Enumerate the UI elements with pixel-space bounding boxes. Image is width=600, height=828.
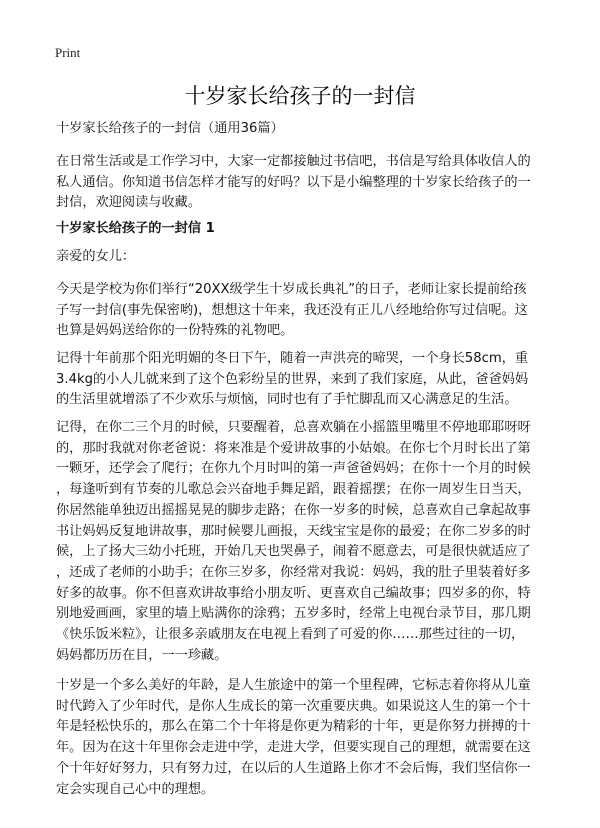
text-line: 十岁是一个多么美好的年龄，是人生旅途中的第一个里程碑，它标志着你将从儿童 — [56, 678, 531, 693]
text-line: 私人通信。你知道书信怎样才能写的好吗？以下是小编整理的十岁家长给孩子的一 — [56, 174, 531, 190]
text-line: 子写一封信(事先保密哟)，想想这十年来，我还没有正儿八经地给你写过信呢。这 — [56, 302, 528, 318]
text-line: 在日常生活或是工作学习中，大家一定都接触过书信吧，书信是写给具体收信人的 — [56, 154, 531, 169]
greeting: 亲爱的女儿： — [56, 249, 136, 264]
text-line: 时代跨入了少年时代，是你人生成长的第一次重要庆典。如果说这人生的第一个十 — [56, 698, 531, 714]
text-line: 的生活里就增添了不少欢乐与烦恼，同时也有了手忙脚乱而又心满意足的生活。 — [56, 392, 518, 408]
text-line: 别地爱画画，家里的墙上贴满你的涂鸦；五岁多时，经常上电视台录节目，那几期 — [56, 606, 531, 622]
text-line: 《快乐饭米粒》，让很多亲戚朋友在电视上看到了可爱的你……那些过往的一切， — [56, 627, 525, 643]
paragraph-2 — [56, 349, 546, 411]
paragraph-1 — [56, 280, 546, 342]
text-line: 一颗牙，还学会了爬行；在你九个月时叫的第一声爸爸妈妈；在你十一个月的时候 — [56, 461, 531, 477]
text-line: 封信，欢迎阅读与收藏。 — [56, 195, 202, 211]
text-line: 记得，在你二三个月的时候，只要醒着，总喜欢躺在小摇篮里嘴里不停地耶耶呀呀 — [56, 420, 531, 435]
text-line: 3.4kg的小人儿就来到了这个色彩纷呈的世界，来到了我们家庭，从此，爸爸妈妈 — [56, 371, 529, 387]
text-line: 个十年好好努力，只有努力过，在以后的人生道路上你才不会后悔，我们坚信你一 — [56, 760, 531, 776]
paragraph-4 — [56, 676, 546, 800]
text-line: 年是轻松快乐的，那么在第二个十年将是你更为精彩的十年，更是你努力拼搏的十 — [56, 719, 531, 735]
text-line: 的，那时我就对你老爸说：将来准是个爱讲故事的小姑娘。在你七个月时长出了第 — [56, 440, 531, 456]
print-link[interactable]: Print — [55, 45, 81, 60]
text-line: 今天是学校为你们举行“20XX级学生十岁成长典礼”的日子，老师让家长提前给孩 — [56, 282, 527, 297]
subtitle: 十岁家长给孩子的一封信（通用36篇） — [56, 121, 284, 136]
text-line: 记得十年前那个阳光明媚的冬日下午，随着一声洪亮的啼哭，一个身长58cm，重 — [56, 351, 529, 366]
text-line: 定会实现自己心中的理想。 — [56, 781, 215, 797]
text-line: 年。因为在这十年里你会走进中学，走进大学，但要实现自己的理想，就需要在这 — [56, 740, 531, 756]
text-line: 好多的故事。你不但喜欢讲故事给小朋友听、更喜欢自己编故事；四岁多的你，特 — [56, 585, 531, 601]
text-line: 妈妈都历历在目，一一珍藏。 — [56, 647, 228, 663]
intro-paragraph — [56, 152, 546, 214]
text-line: 你居然能单独迈出摇摇晃晃的脚步走路；在你一岁多的时候，总喜欢自己拿起故事 — [56, 502, 531, 518]
paragraph-3 — [56, 418, 546, 666]
text-line: ，每逢听到有节奏的儿歌总会兴奋地手舞足蹈，跟着摇摆；在你一周岁生日当天， — [56, 482, 531, 498]
text-line: 书让妈妈反复地讲故事，那时候婴儿画报，天线宝宝是你的最爱；在你二岁多的时 — [56, 523, 531, 539]
section-heading: 十岁家长给孩子的一封信 1 — [56, 221, 215, 236]
page-title: 十岁家长给孩子的一封信 — [184, 84, 416, 108]
text-line: 候，上了扬大三幼小托班，开始几天也哭鼻子，闹着不愿意去，可是很快就适应了 — [56, 544, 531, 560]
text-line: ，还成了老师的小助手；在你三岁多，你经常对我说：妈妈，我的肚子里装着好多 — [56, 564, 531, 580]
text-line: 也算是妈妈送给你的一份特殊的礼物吧。 — [56, 323, 294, 339]
